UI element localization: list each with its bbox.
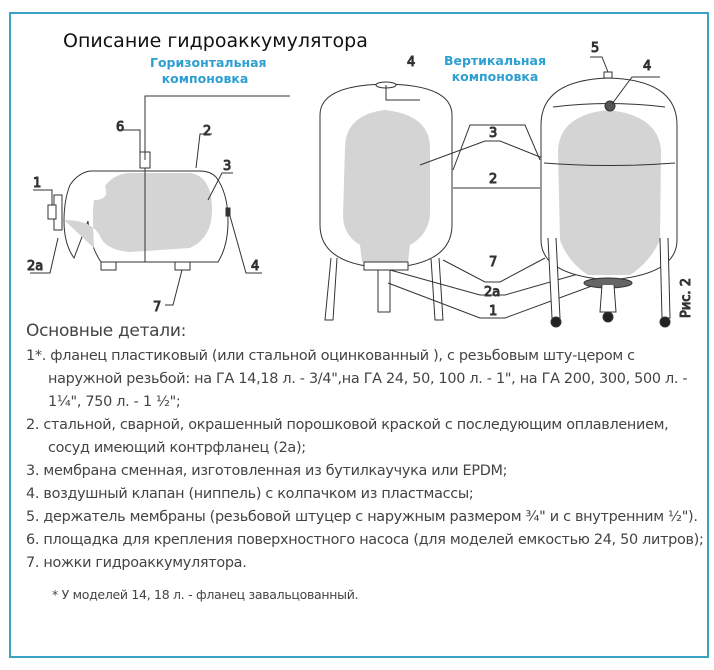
label-line: компоновка [451,69,539,84]
detail-item: 2. стальной, сварной, окрашенный порошковой краской с последующим оплавлением, сосуд имеющий контрфланец (2a); [26,417,669,456]
details-section [26,320,706,606]
callout-4: 4 [407,55,416,70]
label-line: Вертикальная [443,53,547,68]
callout-2: 2 [203,124,212,139]
label-line: Горизонтальная [150,55,267,70]
detail-item: 6. площадка для крепления поверхностного насоса (для моделей емкостью 24, 50 литров); [26,532,704,548]
callout-3: 3 [489,126,498,141]
membrane [343,110,430,262]
detail-item: 7. ножки гидроаккумулятора. [26,555,247,571]
callout-4: 4 [251,259,260,274]
callout-2a: 2a [484,285,501,300]
vertical-tank-right [541,57,677,327]
membrane [558,110,661,275]
callout-4: 4 [643,59,652,74]
callout-6: 6 [116,120,125,135]
detail-item: 1*. фланец пластиковый (или стальной оцинкованный ), с резьбовым шту-цером с наружной резьбой: на ГА 14,18 л. - 3/4",на ГА 24, 50, 100 л. - 1", на ГА 200, 300, 500 л. - 1¼", 750 л. - 1 ½"; [26,348,688,410]
callout-3: 3 [223,159,232,174]
detail-item: 3. мембрана сменная, изготовленная из бутилкаучука или EPDM; [26,463,508,479]
detail-item: 4. воздушный клапан (ниппель) с колпачком из пластмассы; [26,486,474,502]
callout-2: 2 [489,172,498,187]
label-line: компоновка [161,71,249,86]
figure-label: Рис. 2 [679,278,694,318]
callout-7: 7 [153,300,162,315]
detail-item: 5. держатель мембраны (резьбовой штуцер с наружным размером ¾" и с внутренним ½"). [26,509,698,525]
details-heading: Основные детали: [26,321,187,341]
footnote: * У моделей 14, 18 л. - фланец завальцованный. [52,587,359,602]
page-title: Описание гидроаккумулятора [63,30,368,52]
callout-7: 7 [489,255,498,270]
tank-diagram [0,0,714,330]
callout-2a: 2a [27,259,44,274]
callout-1: 1 [489,304,498,319]
callout-1: 1 [33,176,42,191]
callout-5: 5 [591,41,600,56]
